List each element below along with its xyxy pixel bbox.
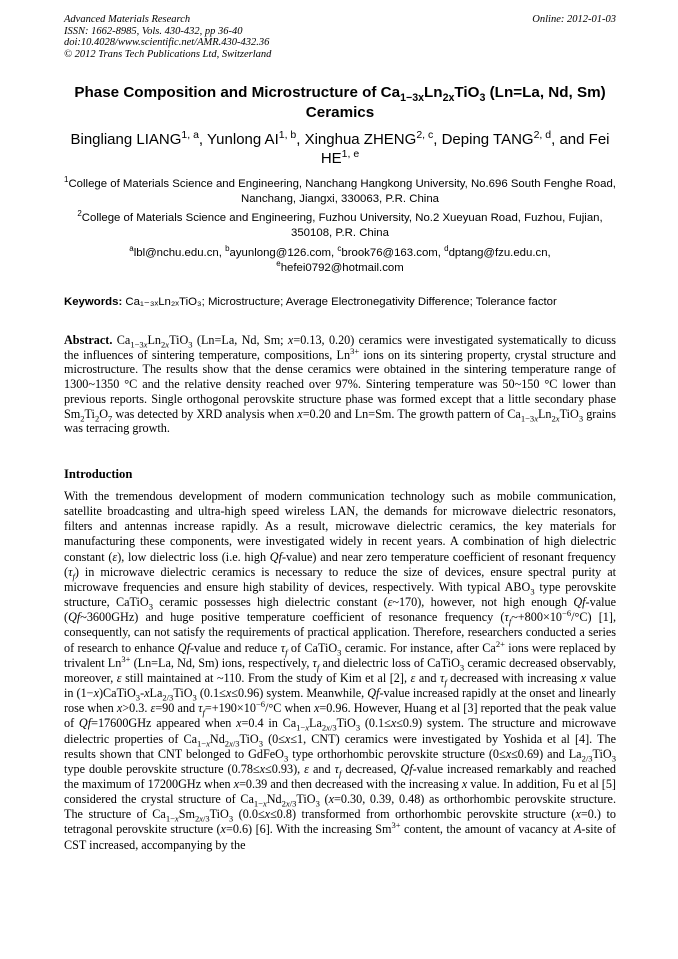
journal-doi: doi:10.4028/www.scientific.net/AMR.430-432.36 bbox=[64, 37, 270, 49]
affiliation-1: $^1$College of Materials Science and Engineering, Nanchang Hangkong University, No.696 South Fenghe Road, Nanchang, Jiangxi, 330063, P.R. China bbox=[64, 175, 616, 205]
author-name: Bingliang LIANG bbox=[70, 131, 182, 148]
email-link[interactable]: lbl@nchu.edu.cn bbox=[133, 247, 219, 259]
paper-title: Phase Composition and Microstructure of $Ca_{1-3x}Ln_{2x}TiO_3$ (Ln=La, Nd, Sm) Ceramics bbox=[74, 84, 606, 121]
journal-issn: ISSN: 1662-8985, Vols. 430-432, pp 36-40 bbox=[64, 25, 243, 37]
abstract-label: Abstract. bbox=[64, 333, 113, 347]
journal-name: Advanced Materials Research bbox=[64, 14, 191, 25]
abstract: Abstract. $Ca_{1-3x}Ln_{2x}TiO_3$ (Ln=La, Nd, Sm; x=0.13, 0.20) ceramics were investigated systematically to dicuss the influences of sintering temperature, compositions, $Ln^{3+}$ ions on its sintering property, crystal structure and microstructure. The results show that the dense ceramics were obtained in the sintering temperature range of 1300~1350 °C and the relative density reached over 97%. Sintering temperature was 50~150 °C lower than previous reports. Single orthogonal perovskite structure phase was formed except that a little secondary phase $Sm_2Ti_2O_7$ was detected by XRD analysis when x=0.20 and Ln=Sm. The growth pattern of $Ca_{1-3x}Ln_{2x}TiO_3$ grains was terracing growth. bbox=[64, 333, 617, 436]
keywords: Keywords: Ca₁₋₃ₓLn₂ₓTiO₃; Microstructure; Average Electronegativity Difference; Tolerance factor bbox=[64, 296, 557, 308]
online-date: Online: 2012-01-03 bbox=[532, 14, 616, 25]
author-name: Deping TANG bbox=[441, 131, 534, 148]
author-name: Fei HE bbox=[320, 131, 610, 167]
author-name: Yunlong AI bbox=[207, 131, 279, 148]
email-list: $^a$lbl@nchu.edu.cn, $^b$ayunlong@126.com, $^c$brook76@163.com, $^d$dptang@fzu.edu.cn, $^e$hefei0792@hotmail.com bbox=[129, 244, 551, 274]
author-list: Bingliang LIANG$^{1, a}$, Yunlong AI$^{1, b}$, Xinghua ZHENG$^{2, c}$, Deping TANG$^{2, d}$, and Fei HE$^{1, e}$ bbox=[70, 129, 610, 167]
journal-copyright: © 2012 Trans Tech Publications Ltd, Switzerland bbox=[64, 48, 272, 60]
email-link[interactable]: brook76@163.com bbox=[341, 247, 438, 259]
email-link[interactable]: hefei0792@hotmail.com bbox=[280, 261, 404, 274]
author-name: Xinghua ZHENG bbox=[304, 131, 417, 148]
email-link[interactable]: ayunlong@126.com bbox=[229, 247, 332, 259]
journal-header bbox=[64, 14, 616, 60]
introduction-body: With the tremendous development of modern communication technology such as mobile communication, satellite broadcasting and ultra-high speed wireless LAN, the demands for microwave dielectric resonators, filters and antennas increase rapidly. As a result, microwave dielectric ceramics, the key materials for manufacturing these components, were investigated widely in recent years. A combination of high dielectric constant (ε), low dielectric loss (i.e. high Qf-value) and near zero temperature coefficient of resonant frequency $(\tau_f)$ in microwave dielectric ceramics is necessary to reduce the size of devices, ensure spectral purity at microwave frequencies and ensure high stability of devices, respectively. With typical $ABO_3$ type perovskite structure, CaTiO$_3$ ceramic possesses high dielectric constant (ε~170), however, not high enough Qf-value (Qf~3600GHz) and huge positive temperature coefficient of resonance frequency $(\tau_f\sim+800\times 10^{-6}/^\circ C)$ [1], consequently, can not satisfy the requirements of practical application. Therefore, researchers conducted a series of research to enhance Qf-value and reduce $\tau_f$ of CaTiO$_3$ ceramic. For instance, after $Ca^{2+}$ ions were replaced by trivalent $Ln^{3+}$ (Ln=La, Nd, Sm) ions, respectively, $\tau_f$ and dielectric loss of CaTiO$_3$ ceramic decreased observably, moreover, ε still maintained at ~110. From the study of Kim et al [2], ε and $\tau_f$ decreased with increasing x value in (1−x)CaTiO$_3$-xLa$_{2/3}$TiO$_3$ (0.1≤x≤0.96) system. Meanwhile, Qf-value increased rapidly at the onset and linearly rose when x>0.3. ε=90 and $\tau_f=+190\times 10^{-6}/^\circ C$ when x=0.96. However, Huang et al [3] reported that the peak value of Qf=17600GHz appeared when x=0.4 in $Ca_{1-x}La_{2x/3}TiO_3$ (0.1≤x≤0.9) system. The structure and microwave dielectric properties of $Ca_{1-x}Nd_{2x/3}TiO_3$ (0≤x≤1, CNT) ceramics were investigated by Yoshida et al [4]. The results shown that CNT belonged to GdFeO$_3$ type orthorhombic perovskite structure (0≤x≤0.69) and $La_{2/3}TiO_3$ type double perovskite structure (0.78≤x≤0.93), ε and $\tau_f$ decreased, Qf-value increased remarkably and reached the maximum of 17200GHz when x=0.39 and then decreased with the increasing x value. In addition, Fu et al [5] considered the crystal structure of $Ca_{1-x}Nd_{2x/3}TiO_3$ (x=0.30, 0.39, 0.48) as orthorhombic perovskite structure. The structure of $Ca_{1-x}Sm_{2x/3}TiO_3$ (0.0≤x≤0.8) transformed from orthorhombic perovskite structure (x=0.) to tetragonal perovskite structure (x=0.6) [6]. With the increasing $Sm^{3+}$ content, the amount of vacancy at A-site of CST increased, accompanying by the bbox=[64, 489, 617, 852]
affiliation-2: $^2$College of Materials Science and Engineering, Fuzhou University, No.2 Xueyuan Road, Fuzhou, Fujian, 350108, P.R. China bbox=[77, 209, 603, 239]
section-heading: Introduction bbox=[64, 467, 133, 481]
email-link[interactable]: dptang@fzu.edu.cn bbox=[448, 247, 548, 259]
keywords-label: Keywords: bbox=[64, 296, 123, 308]
